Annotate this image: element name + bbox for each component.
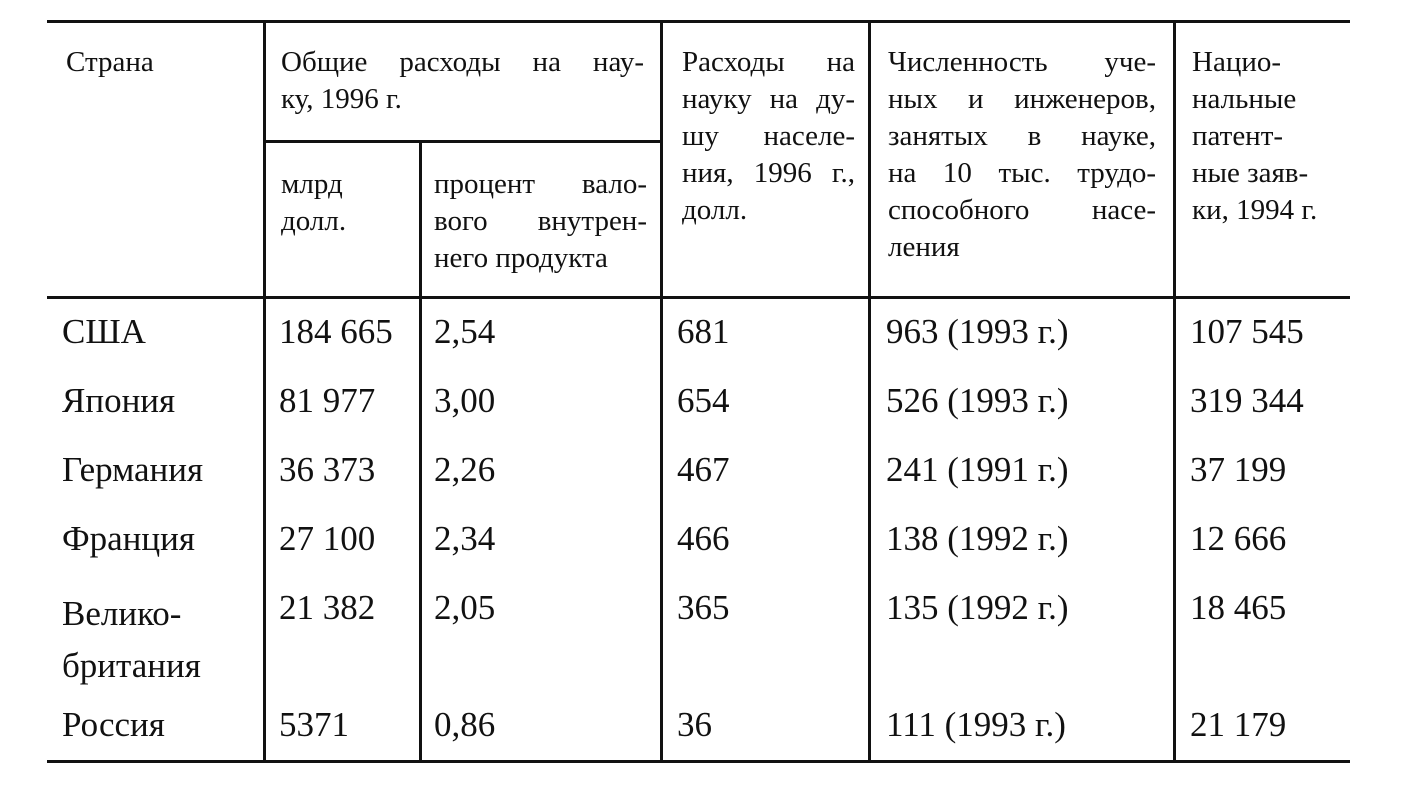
cell-scientists: 138 (1992 г.)	[886, 519, 1069, 558]
cell-gdp-pct: 0,86	[434, 705, 496, 744]
cell-patents: 18 465	[1190, 588, 1287, 627]
cell-country	[62, 519, 195, 559]
country-name-line: Россия	[62, 705, 165, 744]
cell-scientists: 111 (1993 г.)	[886, 705, 1066, 744]
column-divider-5	[1173, 20, 1176, 762]
cell-per-capita: 365	[677, 588, 730, 627]
cell-bln: 27 100	[279, 519, 376, 558]
cell-patents: 107 545	[1190, 312, 1304, 351]
header-scientists-line: ных и инженеров,	[888, 83, 1156, 115]
country-name-line: США	[62, 312, 146, 351]
header-scientists-line: Численность уче-	[888, 46, 1156, 78]
header-per-capita	[682, 44, 855, 229]
cell-country	[62, 705, 165, 745]
cell-country	[62, 450, 203, 490]
column-divider-3	[660, 20, 663, 762]
header-total-spending-line: ку, 1996 г.	[281, 83, 402, 115]
header-gdp-percent	[434, 166, 647, 277]
cell-bln: 21 382	[279, 588, 376, 627]
header-scientists-line: способного насе-	[888, 194, 1156, 226]
country-name-line: британия	[62, 646, 201, 685]
header-per-capita-line: науку на ду-	[682, 83, 855, 115]
cell-patents: 12 666	[1190, 519, 1287, 558]
header-patents-line: ные заяв-	[1192, 157, 1309, 189]
header-per-capita-line: шу населе-	[682, 120, 855, 152]
header-country-label: Страна	[66, 46, 154, 78]
country-name-line: Япония	[62, 381, 176, 420]
header-scientists-line: на 10 тыс. трудо-	[888, 157, 1156, 189]
header-scientists	[888, 44, 1156, 266]
cell-country	[62, 312, 146, 352]
cell-bln: 81 977	[279, 381, 376, 420]
cell-per-capita: 36	[677, 705, 712, 744]
cell-gdp-pct: 2,34	[434, 519, 496, 558]
header-gdp-percent-line: процент вало-	[434, 168, 647, 200]
cell-scientists: 963 (1993 г.)	[886, 312, 1069, 351]
cell-country	[62, 588, 201, 692]
cell-gdp-pct: 2,26	[434, 450, 496, 489]
cell-patents: 37 199	[1190, 450, 1287, 489]
header-country	[66, 44, 154, 81]
cell-country	[62, 381, 175, 421]
column-divider-1	[263, 20, 266, 762]
cell-per-capita: 681	[677, 312, 730, 351]
cell-gdp-pct: 3,00	[434, 381, 496, 420]
cell-gdp-pct: 2,54	[434, 312, 496, 351]
header-patents-line: ки, 1994 г.	[1192, 194, 1318, 226]
header-scientists-line: занятых в науке,	[888, 120, 1156, 152]
header-patents	[1192, 44, 1317, 229]
header-gdp-percent-line: него продукта	[434, 242, 608, 274]
cell-bln: 36 373	[279, 450, 376, 489]
column-divider-2	[419, 140, 422, 762]
country-name-line: Германия	[62, 450, 204, 489]
table-bottom-rule	[47, 760, 1350, 763]
header-bln-usd-line: долл.	[281, 205, 347, 237]
header-patents-line: Нацио-	[1192, 46, 1282, 78]
country-name-line: Франция	[62, 519, 195, 558]
header-bottom-rule	[47, 296, 1350, 299]
cell-scientists: 241 (1991 г.)	[886, 450, 1069, 489]
header-total-spending-line: Общие расходы на нау-	[281, 46, 644, 78]
country-name-line: Велико-	[62, 594, 182, 633]
subheader-rule	[265, 140, 662, 143]
header-scientists-line: ления	[888, 231, 960, 263]
header-patents-line: нальные	[1192, 83, 1297, 115]
cell-patents: 21 179	[1190, 705, 1287, 744]
table-top-rule	[47, 20, 1350, 23]
cell-patents: 319 344	[1190, 381, 1304, 420]
cell-per-capita: 654	[677, 381, 730, 420]
cell-per-capita: 466	[677, 519, 730, 558]
cell-per-capita: 467	[677, 450, 730, 489]
header-per-capita-line: ния, 1996 г.,	[682, 157, 855, 189]
header-per-capita-line: Расходы на	[682, 46, 855, 78]
header-total-spending	[281, 44, 644, 118]
header-per-capita-line: долл.	[682, 194, 748, 226]
header-gdp-percent-line: вого внутрен-	[434, 205, 647, 237]
cell-bln: 184 665	[279, 312, 393, 351]
column-divider-4	[868, 20, 871, 762]
cell-scientists: 526 (1993 г.)	[886, 381, 1069, 420]
cell-gdp-pct: 2,05	[434, 588, 496, 627]
header-patents-line: патент-	[1192, 120, 1284, 152]
header-bln-usd	[281, 166, 346, 240]
cell-bln: 5371	[279, 705, 349, 744]
header-bln-usd-line: млрд	[281, 168, 343, 200]
cell-scientists: 135 (1992 г.)	[886, 588, 1069, 627]
